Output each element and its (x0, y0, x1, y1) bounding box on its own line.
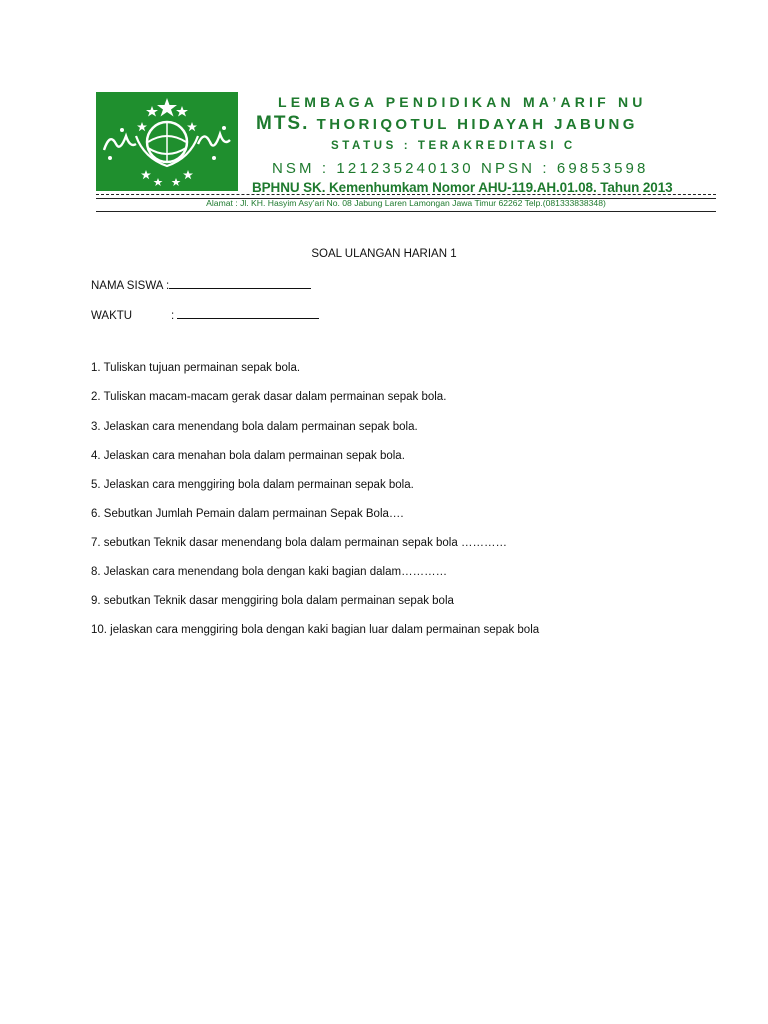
exam-title: SOAL ULANGAN HARIAN 1 (311, 248, 457, 260)
time-label: WAKTU (91, 310, 133, 322)
time-field (91, 306, 319, 322)
student-name-blank[interactable] (169, 276, 311, 289)
institution-name: LEMBAGA PENDIDIKAN MA’ARIF NU (278, 94, 647, 110)
student-name-field (91, 276, 311, 292)
nu-emblem-icon (96, 92, 238, 191)
student-name-label: NAMA SISWA : (91, 280, 170, 292)
question-7: 7. sebutkan Teknik dasar menendang bola dalam permainan sepak bola ………… (91, 537, 507, 549)
question-1: 1. Tuliskan tujuan permainan sepak bola. (91, 362, 301, 374)
time-blank[interactable] (177, 306, 319, 319)
question-10: 10. jelaskan cara menggiring bola dengan kaki bagian luar dalam permainan sepak bola (91, 624, 540, 636)
accreditation-status: STATUS : TERAKREDITASI C (331, 140, 576, 152)
question-8: 8. Jelaskan cara menendang bola dengan kaki bagian dalam………… (91, 566, 448, 578)
header-divider-dashed (96, 194, 716, 195)
header-divider-bottom (96, 211, 716, 212)
nsm-npsn: NSM : 121235240130 NPSN : 69853598 (272, 160, 649, 177)
question-5: 5. Jelaskan cara menggiring bola dalam permainan sepak bola. (91, 479, 414, 491)
nu-logo (96, 92, 238, 191)
question-4: 4. Jelaskan cara menahan bola dalam permainan sepak bola. (91, 450, 405, 462)
legal-registration: BPHNU SK. Kemenhumkam Nomor AHU-119.AH.01.08. Tahun 2013 (252, 180, 673, 195)
question-6: 6. Sebutkan Jumlah Pemain dalam permainan Sepak Bola…. (91, 508, 404, 520)
time-colon: : (171, 310, 175, 322)
question-3: 3. Jelaskan cara menendang bola dalam permainan sepak bola. (91, 421, 418, 433)
question-2: 2. Tuliskan macam-macam gerak dasar dalam permainan sepak bola. (91, 391, 447, 403)
school-address: Alamat : Jl. KH. Hasyim Asy’ari No. 08 Jabung Laren Lamongan Jawa Timur 62262 Telp.(081333838348) (206, 198, 606, 208)
school-title (256, 113, 638, 135)
question-9: 9. sebutkan Teknik dasar menggiring bola dalam permainan sepak bola (91, 595, 454, 607)
school-prefix: MTS. (256, 113, 310, 134)
school-name: THORIQOTUL HIDAYAH JABUNG (316, 116, 638, 133)
